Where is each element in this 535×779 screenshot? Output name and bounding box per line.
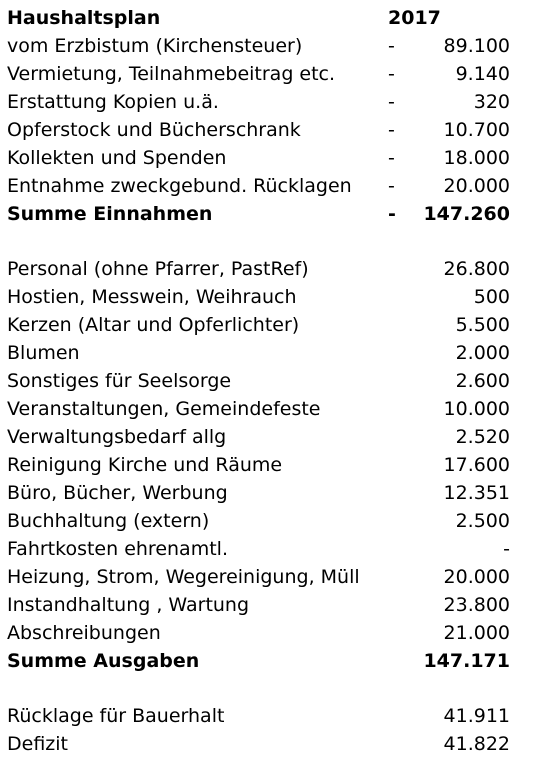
row-amount: 2.520 bbox=[455, 426, 510, 448]
deficit-amount: 41.822 bbox=[443, 733, 510, 755]
income-row bbox=[7, 172, 527, 200]
income-total-row bbox=[7, 200, 527, 228]
budget-year: 2017 bbox=[388, 7, 441, 29]
expense-row bbox=[7, 255, 527, 283]
row-amount: 10.700 bbox=[443, 119, 510, 141]
expense-row bbox=[7, 451, 527, 479]
reserve-label: Rücklage für Bauerhalt bbox=[7, 705, 225, 727]
income-total-amount: 147.260 bbox=[423, 203, 510, 225]
row-dash: - bbox=[388, 91, 395, 113]
row-label: Instandhaltung , Wartung bbox=[7, 594, 250, 616]
row-amount: 2.600 bbox=[455, 370, 510, 392]
row-label: Entnahme zweckgebund. Rücklagen bbox=[7, 175, 352, 197]
row-label: Heizung, Strom, Wegereinigung, Müll bbox=[7, 566, 360, 588]
row-dash: - bbox=[388, 119, 395, 141]
income-total-label: Summe Einnahmen bbox=[7, 203, 213, 225]
row-amount: 320 bbox=[473, 91, 510, 113]
row-amount: 10.000 bbox=[443, 398, 510, 420]
row-label: Buchhaltung (extern) bbox=[7, 510, 210, 532]
expense-total-amount: 147.171 bbox=[423, 650, 510, 672]
expense-row bbox=[7, 395, 527, 423]
income-row bbox=[7, 60, 527, 88]
row-dash: - bbox=[388, 63, 395, 85]
row-amount: 9.140 bbox=[455, 63, 510, 85]
row-label: Fahrtkosten ehrenamtl. bbox=[7, 538, 228, 560]
expense-row bbox=[7, 591, 527, 619]
budget-title: Haushaltsplan bbox=[7, 7, 161, 29]
row-label: Verwaltungsbedarf allg bbox=[7, 426, 227, 448]
row-amount: 2.500 bbox=[455, 510, 510, 532]
row-amount: 20.000 bbox=[443, 566, 510, 588]
row-amount: 89.100 bbox=[443, 35, 510, 57]
row-amount: 26.800 bbox=[443, 258, 510, 280]
expense-row bbox=[7, 367, 527, 395]
row-label: Blumen bbox=[7, 342, 80, 364]
expense-row bbox=[7, 423, 527, 451]
row-amount: 20.000 bbox=[443, 175, 510, 197]
row-amount: 17.600 bbox=[443, 454, 510, 476]
summary-row bbox=[7, 730, 527, 758]
expense-total-label: Summe Ausgaben bbox=[7, 650, 200, 672]
row-dash: - bbox=[388, 147, 395, 169]
row-label: Veranstaltungen, Gemeindefeste bbox=[7, 398, 321, 420]
reserve-amount: 41.911 bbox=[443, 705, 510, 727]
row-label: Personal (ohne Pfarrer, PastRef) bbox=[7, 258, 309, 280]
row-label: Abschreibungen bbox=[7, 622, 161, 644]
expense-row bbox=[7, 535, 527, 563]
row-label: Reinigung Kirche und Räume bbox=[7, 454, 283, 476]
row-amount: 23.800 bbox=[443, 594, 510, 616]
row-amount: - bbox=[503, 538, 510, 560]
budget-table bbox=[7, 4, 527, 758]
expense-row bbox=[7, 339, 527, 367]
expense-row bbox=[7, 479, 527, 507]
row-label: Erstattung Kopien u.ä. bbox=[7, 91, 219, 113]
row-label: Büro, Bücher, Werbung bbox=[7, 482, 228, 504]
row-label: vom Erzbistum (Kirchensteuer) bbox=[7, 35, 303, 57]
row-label: Kerzen (Altar und Opferlichter) bbox=[7, 314, 300, 336]
income-row bbox=[7, 144, 527, 172]
row-amount: 12.351 bbox=[443, 482, 510, 504]
row-amount: 500 bbox=[473, 286, 510, 308]
summary-row bbox=[7, 702, 527, 730]
row-label: Hostien, Messwein, Weihrauch bbox=[7, 286, 297, 308]
row-label: Sonstiges für Seelsorge bbox=[7, 370, 232, 392]
deficit-label: Defizit bbox=[7, 733, 68, 755]
expense-row bbox=[7, 563, 527, 591]
expense-row bbox=[7, 283, 527, 311]
row-dash: - bbox=[388, 175, 395, 197]
row-label: Opferstock und Bücherschrank bbox=[7, 119, 301, 141]
row-label: Kollekten und Spenden bbox=[7, 147, 227, 169]
expense-row bbox=[7, 619, 527, 647]
section-spacer bbox=[7, 228, 527, 255]
expense-row bbox=[7, 311, 527, 339]
row-amount: 18.000 bbox=[443, 147, 510, 169]
income-row bbox=[7, 88, 527, 116]
expense-row bbox=[7, 507, 527, 535]
row-amount: 21.000 bbox=[443, 622, 510, 644]
income-total-dash: - bbox=[388, 203, 396, 225]
row-dash: - bbox=[388, 35, 395, 57]
section-spacer bbox=[7, 675, 527, 702]
row-amount: 5.500 bbox=[455, 314, 510, 336]
header-row bbox=[7, 4, 527, 32]
row-amount: 2.000 bbox=[455, 342, 510, 364]
income-row bbox=[7, 32, 527, 60]
income-row bbox=[7, 116, 527, 144]
row-label: Vermietung, Teilnahmebeitrag etc. bbox=[7, 63, 336, 85]
expense-total-row bbox=[7, 647, 527, 675]
